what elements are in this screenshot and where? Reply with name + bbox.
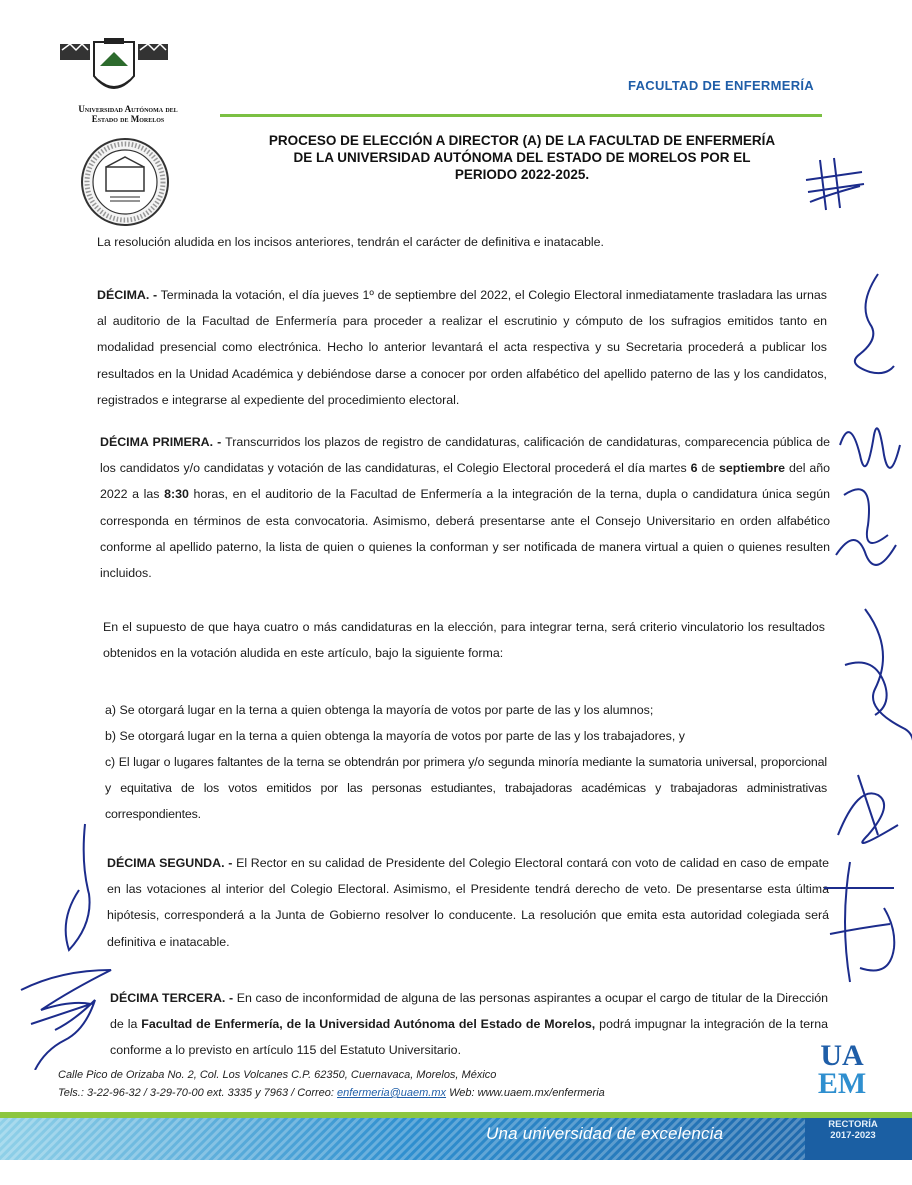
- signature-right-2: [830, 405, 910, 585]
- document-title: [218, 132, 826, 183]
- faculty-seal: [80, 137, 170, 227]
- uaem-logo-line2: EM: [817, 1067, 867, 1100]
- tercera-bold: Facultad de Enfermería, de la Universidad Autónoma del Estado de Morelos,: [141, 1017, 596, 1032]
- title-line-1: PROCESO DE ELECCIÓN A DIRECTOR (A) DE LA FACULTAD DE ENFERMERÍA: [268, 133, 776, 148]
- decima-text: Terminada la votación, el día jueves 1º de septiembre del 2022, el Colegio Electoral inmediatamente trasladara las urnas al auditorio de la Facultad de Enfermería para proceder a realizar el escrutinio y cómputo de los sufragios emitidos tanto en modalidad presencial como electrónica. Hecho lo anterior levantará el acta respectiva y su Secretaria procederá a publicar los resultados en la Unidad Académica y debiéndose darse a conocer por orden alfabético del apellido paterno de las y los candidatos, registrados e integrarse al expediente del procedimiento electoral.: [97, 288, 828, 407]
- uaem-logo: [812, 1039, 872, 1100]
- rectoria-label: RECTORÍA: [828, 1119, 878, 1130]
- segunda-label: DÉCIMA SEGUNDA. -: [107, 856, 233, 870]
- list-item-b: b) Se otorgará lugar en la terna a quien obtenga la mayoría de votos por parte de las y los trabajadores, y: [105, 729, 685, 743]
- contact-line: [58, 1084, 605, 1102]
- footer-address: [58, 1066, 605, 1102]
- footer-band: [0, 1118, 912, 1160]
- decima-label: DÉCIMA. -: [97, 288, 158, 302]
- signature-right-3: [835, 605, 912, 755]
- signature-right-4: [828, 765, 908, 855]
- phones: Tels.: 3-22-96-32 / 3-29-70-00 ext. 3335 y 7963 / Correo:: [58, 1087, 338, 1099]
- primera-text-1: Transcurridos los plazos de registro de candidaturas, calificación de candidaturas, comparecencia pública de los candidatos y/o candidatas y votación de las candidaturas, el Colegio Electoral procederá el día martes: [100, 435, 830, 476]
- header-divider: [220, 114, 822, 117]
- primera-text-4: horas, en el auditorio de la Facultad de Enfermería a la integración de la terna, dupla o candidatura única según corresponda en términos de esta convocatoria. Asimismo, deberá presentarse ante el Consejo Universitario en orden alfabético conforme al apellido paterno, la lista de quien o quienes la conforman y ser notificada de manera virtual a quien o quienes resulten incluidos.: [100, 487, 830, 581]
- primera-time: 8:30: [164, 487, 189, 502]
- signature-bottom-left: [15, 960, 125, 1070]
- university-name-line2: Estado de Morelos: [91, 114, 165, 124]
- paragraph-decima-primera: [100, 429, 830, 586]
- paragraph-decima: [97, 282, 827, 413]
- tercera-text-1: En caso de inconformidad de alguna de las personas aspirantes a ocupar el cargo de titular de la Dirección de la: [110, 991, 828, 1032]
- uaem-logo-line1: UA: [820, 1039, 864, 1072]
- segunda-text: El Rector en su calidad de Presidente del Colegio Electoral contará con voto de calidad en caso de empate en las votaciones al interior del Colegio Electoral. Asimismo, el Presidente tendrá derecho de veto. De presentarse esta última hipótesis, corresponderá a la Junta de Gobierno resolver lo conducente. La resolución que emita esta autoridad colegiada será definitiva e inatacable.: [107, 856, 830, 949]
- paragraph-supuesto: En el supuesto de que haya cuatro o más candidaturas en la elección, para integrar terna, será criterio vinculatorio los resultados obtenidos en la votación aludida en este artículo, bajo la siguiente forma:: [103, 620, 825, 661]
- primera-label: DÉCIMA PRIMERA. -: [100, 435, 222, 449]
- faculty-heading: FACULTAD DE ENFERMERÍA: [628, 78, 814, 93]
- rectoria-years: 2017-2023: [830, 1130, 876, 1141]
- list-item-a: a) Se otorgará lugar en la terna a quien obtenga la mayoría de votos por parte de las y los alumnos;: [105, 703, 654, 717]
- footer-slogan: Una universidad de excelencia: [486, 1124, 724, 1143]
- signature-right-1: [838, 268, 898, 378]
- university-name: [58, 104, 198, 124]
- web-address: Web: www.uaem.mx/enfermeria: [446, 1087, 605, 1099]
- paragraph-resolucion: La resolución aludida en los incisos anteriores, tendrán el carácter de definitiva e inatacable.: [97, 235, 604, 249]
- title-line-2: DE LA UNIVERSIDAD AUTÓNOMA DEL ESTADO DE MORELOS POR EL: [293, 150, 751, 165]
- address-line: Calle Pico de Orizaba No. 2, Col. Los Volcanes C.P. 62350, Cuernavaca, Morelos, México: [58, 1069, 497, 1081]
- tercera-text-2: podrá impugnar la integración de la terna conforme a lo previsto en artículo 115 del Estatuto Universitario.: [110, 1017, 828, 1058]
- primera-text-3: del año 2022 a las: [100, 461, 830, 502]
- paragraph-decima-tercera: [110, 985, 828, 1064]
- title-line-3: PERIODO 2022-2025.: [454, 167, 590, 182]
- paragraph-decima-segunda: [107, 850, 829, 955]
- university-name-line1: Universidad Autónoma del: [78, 104, 178, 114]
- email-link[interactable]: enfermeria@uaem.mx: [337, 1087, 447, 1099]
- primera-day: 6: [690, 461, 698, 476]
- tercera-label: DÉCIMA TERCERA. -: [110, 991, 234, 1005]
- primera-month: septiembre: [718, 461, 786, 476]
- rectoria-badge: [818, 1119, 888, 1141]
- signature-left-1: [55, 820, 95, 960]
- list-item-c: c) El lugar o lugares faltantes de la terna se obtendrán por primera y/o segunda minoría mediante la sumatoria universal, proporcional y equitativa de los votos emitidos por las personas estudiantes, trabajadoras académicas y trabajadoras administrativas correspondientes.: [105, 755, 827, 822]
- primera-text-2: de: [697, 461, 719, 476]
- signature-top-right: [800, 150, 870, 220]
- signature-right-5: [820, 858, 910, 1008]
- uaem-crest-logo: [58, 36, 170, 104]
